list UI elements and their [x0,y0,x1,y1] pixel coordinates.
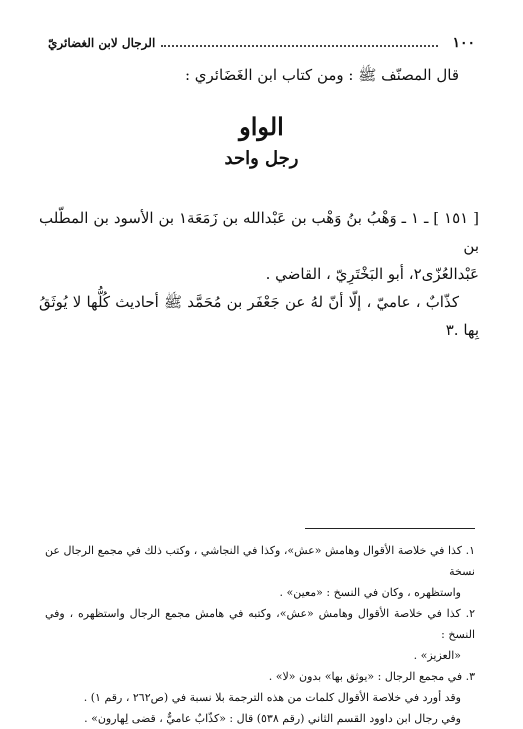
footnote-2: ٢. كذا في خلاصة الأقوال وهامش «عش»، وكتبه في هامش مجمع الرجال واستظهره ، وفي النسخ : [45,607,475,641]
footnote-2-continued: «العزيز» . [413,649,461,662]
page-number: ١٠٠ [452,35,475,51]
entry-line-3: كذّابٌ ، عاميّ ، إلّا أنّ لهُ عن جَعْفَر بن مُحَمَّد ﷺ أحاديث كُلُّها لا يُوثَقُ بِها .٣ [39,293,479,339]
entry-line-2: عَبْدالعُزّى٢، أبو البَخْتَرِيّ ، القاضي . [265,265,479,283]
footnote-3-note-a: وقد أورد في خلاصة الأقوال كلمات من هذه الترجمة بلا نسبة في (ص٢٦٢ ، رقم ١) . [83,691,461,704]
footnote-3-note-b: وفي رجال ابن داوود القسم الثاني (رقم ٥٣٨) قال : «كذّابٌ عاميٌّ ، قضى لِهارون» . [84,712,461,725]
footnotes [45,540,475,729]
footnote-1: ١. كذا في خلاصة الأقوال وهامش «عش»، وكذا في النجاشي ، وكتب ذلك في مجمع الرجال عن نسخة [45,544,475,578]
footnote-1-continued: واستظهره ، وكان في النسخ : «معين» . [279,586,461,599]
intro-line: قال المصنّف ﷺ : ومن كتاب ابن الغَضَائري : [184,66,459,84]
dotted-leader [161,45,438,47]
footnote-3: ٣. في مجمع الرجال : «يوثق بها» بدون «لا» . [268,670,475,683]
footnote-separator [305,528,475,529]
section-subtitle: رجل واحد [224,148,299,169]
entry-line-1: [ ١٥١ ] ـ ١ ـ وَهْبُ بنُ وَهْب بن عَبْدالله بن زَمَعَة١ بن الأسود بن المطّلب بن [39,209,479,255]
biography-entry [39,204,479,344]
running-header [48,34,475,52]
running-title: الرجال لابن الغضائريّ [48,36,156,50]
section-title: الواو [239,112,284,141]
